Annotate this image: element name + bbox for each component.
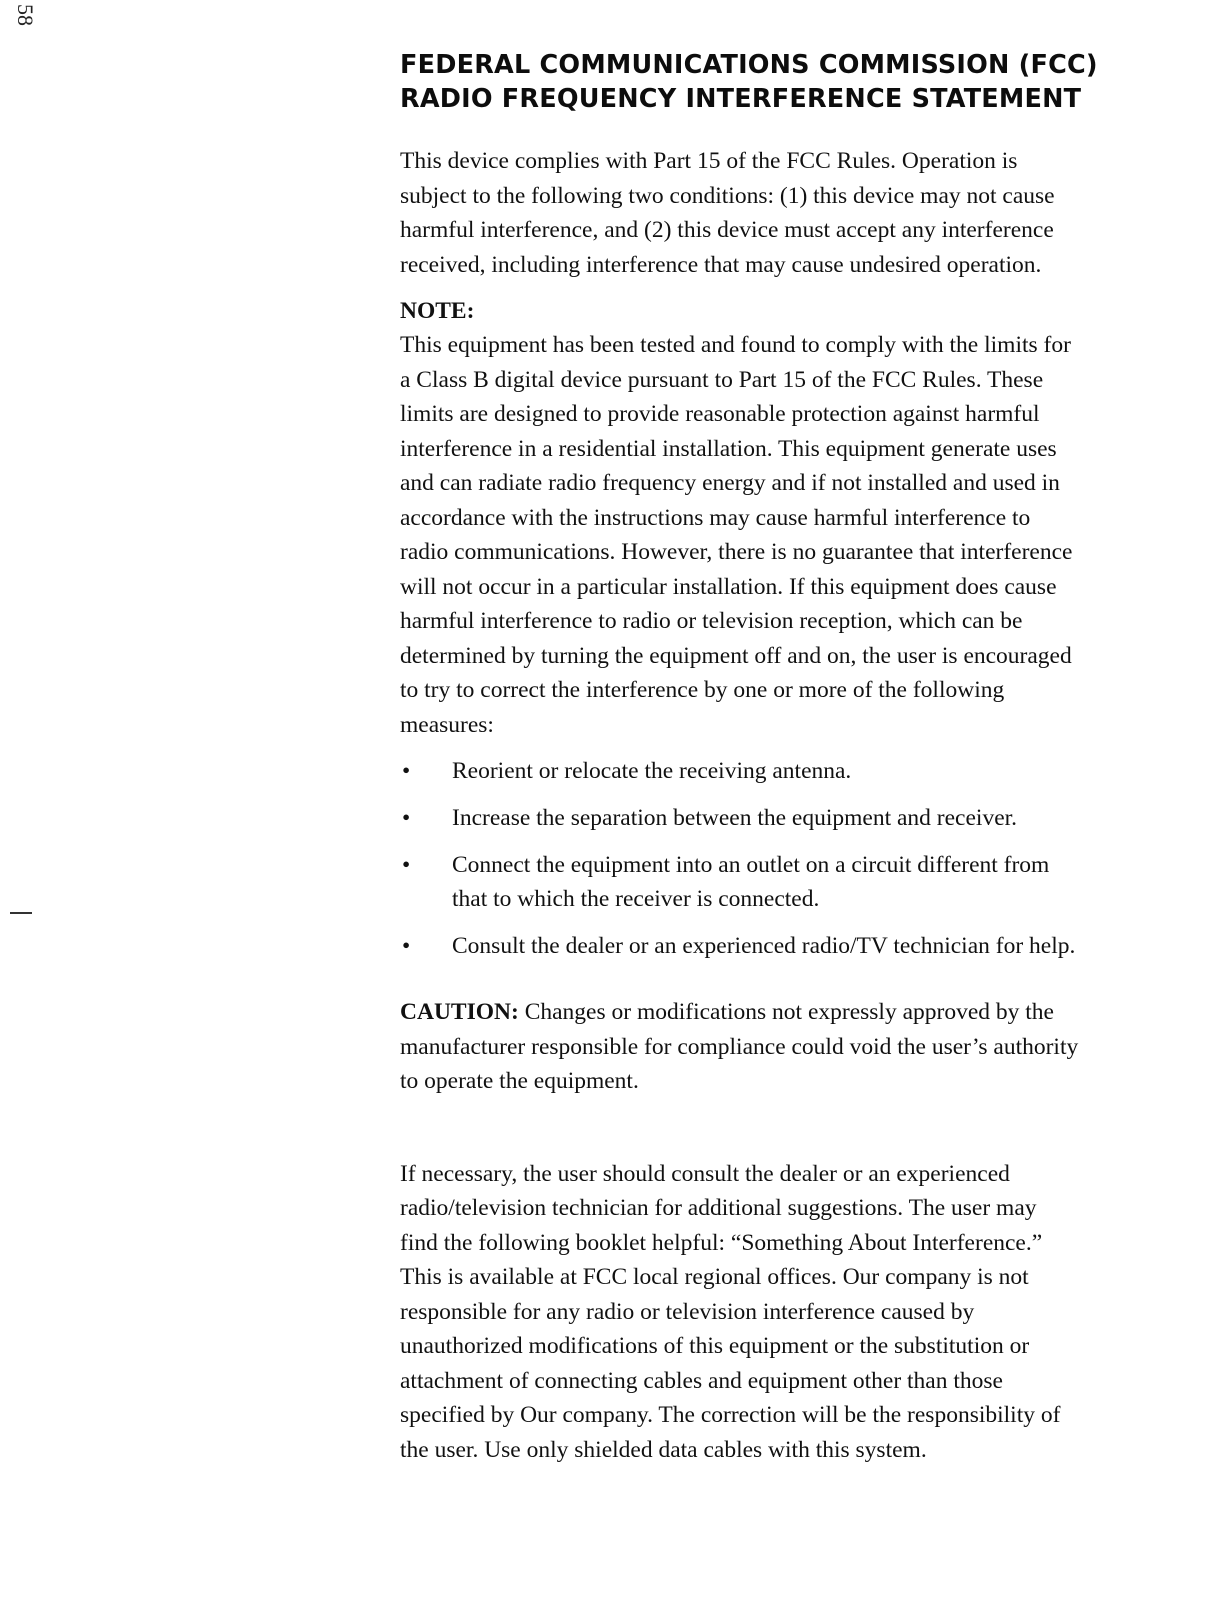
margin-mark	[10, 912, 32, 914]
closing-paragraph	[400, 1157, 1200, 1468]
closing-line: the user. Use only shielded data cables with this system.	[400, 1436, 927, 1463]
caution-label: CAUTION:	[400, 999, 519, 1025]
bullet-icon: •	[402, 758, 411, 784]
measure-text: Consult the dealer or an experienced radio/TV technician for help.	[452, 933, 1076, 959]
title-line-2: RADIO FREQUENCY INTERFERENCE STATEMENT	[400, 84, 1082, 114]
note-paragraph	[400, 328, 1200, 742]
document-body	[400, 48, 1200, 1467]
note-line: radio communications. However, there is no guarantee that interference	[400, 539, 1073, 565]
measure-text: Reorient or relocate the receiving antenna.	[452, 758, 852, 784]
closing-line: If necessary, the user should consult the dealer or an experienced	[400, 1160, 1010, 1187]
caution-paragraph	[400, 995, 1200, 1099]
note-line: limits are designed to provide reasonable protection against harmful	[400, 401, 1040, 427]
closing-line: radio/television technician for additional suggestions. The user may	[400, 1195, 1037, 1221]
closing-line: This is available at FCC local regional offices. Our company is not	[400, 1264, 1029, 1290]
intro-line: received, including interference that may cause undesired operation.	[400, 251, 1042, 278]
note-label: NOTE:	[400, 298, 475, 324]
measure-text: Increase the separation between the equipment and receiver.	[452, 805, 1018, 831]
intro-line: subject to the following two conditions: (1) this device may not cause	[400, 182, 1055, 209]
closing-line: unauthorized modifications of this equipment or the substitution or	[400, 1333, 1030, 1359]
intro-line: This device complies with Part 15 of the FCC Rules. Operation is	[400, 148, 1018, 174]
list-item	[400, 929, 1200, 963]
note-line: and can radiate radio frequency energy and if not installed and used in	[400, 470, 1060, 496]
page-title	[400, 48, 1200, 116]
bullet-icon: •	[402, 852, 411, 878]
measure-text: Connect the equipment into an outlet on a circuit different from	[452, 852, 1050, 878]
measure-text: that to which the receiver is connected.	[452, 886, 820, 912]
note-line: harmful interference to radio or television reception, which can be	[400, 608, 1023, 634]
note-line: measures:	[400, 711, 494, 738]
intro-line: harmful interference, and (2) this device must accept any interference	[400, 217, 1054, 243]
note-line: interference in a residential installation. This equipment generate uses	[400, 435, 1057, 462]
list-item	[400, 801, 1200, 835]
closing-line: attachment of connecting cables and equipment other than those	[400, 1367, 1003, 1394]
note-line: a Class B digital device pursuant to Part 15 of the FCC Rules. These	[400, 366, 1044, 393]
intro-paragraph	[400, 144, 1200, 282]
caution-line: manufacturer responsible for compliance could void the user’s authority	[400, 1033, 1079, 1060]
caution-line: to operate the equipment.	[400, 1068, 639, 1094]
list-item	[400, 848, 1200, 916]
closing-line: find the following booklet helpful: “Something About Interference.”	[400, 1229, 1043, 1256]
measures-list	[400, 754, 1200, 963]
page-number: 58	[13, 4, 38, 26]
note-line: This equipment has been tested and found to comply with the limits for	[400, 332, 1071, 358]
closing-line: responsible for any radio or television interference caused by	[400, 1298, 975, 1325]
note-line: to try to correct the interference by one or more of the following	[400, 677, 1005, 703]
title-line-1: FEDERAL COMMUNICATIONS COMMISSION (FCC)	[400, 50, 1098, 80]
caution-text: Changes or modifications not expressly approved by the	[518, 999, 1054, 1025]
caution-line	[400, 995, 1200, 1030]
note-line: accordance with the instructions may cause harmful interference to	[400, 504, 1031, 531]
note-line: determined by turning the equipment off and on, the user is encouraged	[400, 642, 1072, 669]
bullet-icon: •	[402, 933, 411, 959]
list-item	[400, 754, 1200, 788]
bullet-icon: •	[402, 805, 411, 831]
note-line: will not occur in a particular installation. If this equipment does cause	[400, 573, 1057, 600]
closing-line: specified by Our company. The correction will be the responsibility of	[400, 1402, 1061, 1428]
